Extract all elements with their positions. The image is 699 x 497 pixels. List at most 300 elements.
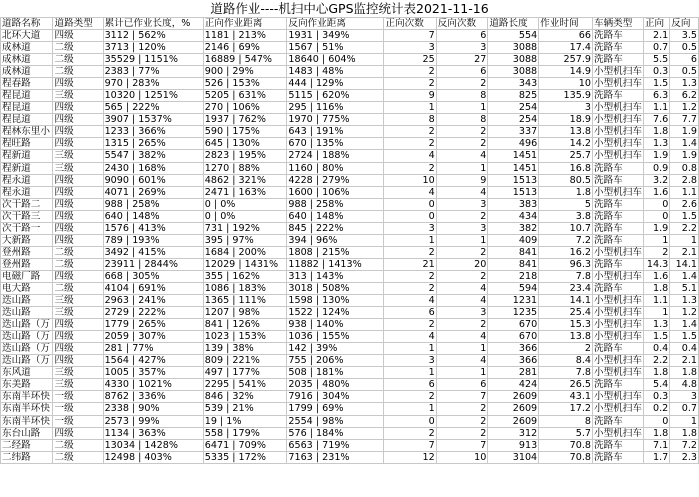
reverse-distance-cell: 142 | 39%: [287, 343, 384, 355]
work-time-cell: 17.2: [539, 403, 593, 415]
report-title: 道路作业----机扫中心GPS监控统计表2021-11-16: [210, 1, 489, 16]
forward-distance-cell: 900 | 29%: [203, 66, 287, 78]
road-type-cell: 二级: [53, 66, 103, 78]
work-time-cell: 66: [539, 30, 593, 42]
vehicle-type-cell: 小型机扫车: [594, 138, 642, 150]
road-name-cell: 迭山路: [1, 307, 53, 319]
cumulative-length-cell: 13034 | 1428%: [103, 439, 203, 451]
forward-ratio-cell: 0.7: [643, 42, 669, 54]
vehicle-type-cell: 小型机扫车: [594, 150, 642, 162]
reverse-ratio-cell: 5.1: [670, 282, 699, 294]
reverse-ratio-cell: 1.4: [670, 270, 699, 282]
road-length-cell: 343: [488, 78, 539, 90]
cumulative-length-cell: 3492 | 415%: [103, 246, 203, 258]
reverse-ratio-cell: 0.5: [670, 42, 699, 54]
road-length-cell: 312: [488, 427, 539, 439]
reverse-distance-cell: 1808 | 215%: [287, 246, 384, 258]
forward-distance-cell: 539 | 21%: [203, 403, 287, 415]
road-length-cell: 2609: [488, 403, 539, 415]
reverse-count-cell: 3: [436, 307, 488, 319]
road-type-cell: 三级: [53, 150, 103, 162]
reverse-ratio-cell: 2.6: [670, 198, 699, 210]
reverse-count-cell: 4: [436, 150, 488, 162]
road-length-cell: 3104: [488, 451, 539, 463]
reverse-ratio-cell: 1.5: [670, 331, 699, 343]
header-row: [1, 18, 699, 30]
road-length-cell: 218: [488, 270, 539, 282]
reverse-count-cell: 20: [436, 258, 488, 270]
forward-distance-cell: 2146 | 69%: [203, 42, 287, 54]
reverse-distance-cell: 640 | 148%: [287, 210, 384, 222]
forward-ratio-cell: 0.3: [643, 391, 669, 403]
cumulative-length-cell: 9090 | 601%: [103, 174, 203, 186]
forward-ratio-cell: 5.5: [643, 54, 669, 66]
reverse-ratio-cell: 1.9: [670, 150, 699, 162]
table-row: [1, 391, 699, 403]
cumulative-length-cell: 1315 | 265%: [103, 138, 203, 150]
work-time-cell: 10: [539, 78, 593, 90]
road-name-cell: 程永道: [1, 174, 53, 186]
reverse-count-cell: 4: [436, 295, 488, 307]
road-name-cell: 程新道: [1, 150, 53, 162]
reverse-distance-cell: 1799 | 69%: [287, 403, 384, 415]
vehicle-type-cell: 洗路车: [593, 415, 644, 427]
vehicle-type-cell: 小型机扫车: [594, 102, 642, 114]
road-name-cell: 电大路: [1, 282, 53, 294]
vehicle-type-cell: 小型机扫车: [594, 126, 642, 138]
forward-count-cell: 2: [384, 391, 436, 403]
reverse-ratio-cell: 1: [670, 234, 699, 246]
forward-count-cell: 4: [384, 331, 436, 343]
work-time-cell: 257.9: [539, 54, 593, 66]
reverse-distance-cell: 2724 | 188%: [287, 150, 384, 162]
reverse-ratio-cell: 1.9: [670, 126, 699, 138]
reverse-distance-cell: 1522 | 124%: [287, 307, 384, 319]
reverse-distance-cell: 444 | 129%: [287, 78, 384, 90]
work-time-cell: 3.8: [539, 210, 593, 222]
road-type-cell: 四级: [53, 222, 103, 234]
reverse-count-cell: 3: [436, 42, 488, 54]
column-header-road-type: 道路类型: [53, 18, 103, 30]
road-type-cell: 二级: [53, 439, 103, 451]
forward-ratio-cell: 0: [643, 210, 669, 222]
table-row: [1, 427, 699, 439]
road-length-cell: 2609: [488, 415, 539, 427]
cumulative-length-cell: 2963 | 241%: [103, 295, 203, 307]
table-row: [1, 30, 699, 42]
forward-ratio-cell: 1.6: [643, 186, 669, 198]
cumulative-length-cell: 3112 | 562%: [103, 30, 203, 42]
reverse-count-cell: 2: [436, 210, 488, 222]
vehicle-type-cell: 小型机扫车: [594, 307, 642, 319]
column-header-work-time: 作业时间: [539, 18, 593, 30]
cumulative-length-cell: 668 | 305%: [103, 270, 203, 282]
vehicle-type-cell: 洗路车: [593, 222, 644, 234]
cumulative-length-cell: 1564 | 427%: [103, 355, 203, 367]
cumulative-length-cell: 970 | 283%: [103, 78, 203, 90]
table-row: [1, 210, 699, 222]
reverse-distance-cell: 1483 | 48%: [287, 66, 384, 78]
reverse-distance-cell: 7916 | 304%: [287, 391, 384, 403]
vehicle-type-cell: 小型机扫车: [594, 246, 642, 258]
road-type-cell: 四级: [53, 319, 103, 331]
vehicle-type-cell: 小型机扫车: [594, 355, 642, 367]
reverse-count-cell: 8: [436, 114, 488, 126]
reverse-count-cell: 2: [436, 403, 488, 415]
forward-distance-cell: 395 | 97%: [203, 234, 287, 246]
reverse-count-cell: 2: [436, 126, 488, 138]
forward-ratio-cell: 1.3: [643, 138, 669, 150]
forward-count-cell: 9: [384, 90, 436, 102]
work-time-cell: 25.7: [539, 150, 593, 162]
reverse-ratio-cell: 0.5: [670, 66, 699, 78]
cumulative-length-cell: 12498 | 403%: [103, 451, 203, 463]
reverse-distance-cell: 1567 | 51%: [287, 42, 384, 54]
reverse-ratio-cell: 2.2: [670, 222, 699, 234]
reverse-count-cell: 1: [436, 367, 488, 379]
table-row: [1, 403, 699, 415]
reverse-count-cell: 2: [436, 246, 488, 258]
road-type-cell: 二级: [53, 451, 103, 463]
reverse-distance-cell: 1600 | 106%: [287, 186, 384, 198]
road-type-cell: 四级: [53, 331, 103, 343]
forward-count-cell: 6: [384, 379, 436, 391]
forward-count-cell: 21: [384, 258, 436, 270]
forward-count-cell: 3: [384, 42, 436, 54]
reverse-ratio-cell: 1.4: [670, 138, 699, 150]
forward-ratio-cell: 1.5: [643, 331, 669, 343]
road-length-cell: 1513: [488, 186, 539, 198]
reverse-count-cell: 4: [436, 282, 488, 294]
vehicle-type-cell: 洗路车: [593, 30, 644, 42]
road-name-cell: 东台山路: [1, 427, 53, 439]
forward-distance-cell: 731 | 192%: [203, 222, 287, 234]
forward-ratio-cell: 7.6: [643, 114, 669, 126]
forward-distance-cell: 2295 | 541%: [203, 379, 287, 391]
forward-ratio-cell: 1: [643, 307, 669, 319]
forward-count-cell: 2: [384, 246, 436, 258]
forward-count-cell: 3: [384, 222, 436, 234]
work-time-cell: 7.8: [539, 367, 593, 379]
vehicle-type-cell: 小型机扫车: [594, 427, 642, 439]
work-time-cell: 14.9: [539, 66, 593, 78]
forward-ratio-cell: 1.7: [643, 451, 669, 463]
road-name-cell: 登州路: [1, 258, 53, 270]
table-row: [1, 186, 699, 198]
reverse-count-cell: 7: [436, 439, 488, 451]
cumulative-length-cell: 3907 | 1537%: [103, 114, 203, 126]
forward-count-cell: 2: [384, 78, 436, 90]
road-type-cell: 一级: [53, 403, 103, 415]
road-name-cell: 次干路一: [1, 222, 53, 234]
reverse-distance-cell: 670 | 135%: [287, 138, 384, 150]
reverse-distance-cell: 11882 | 1413%: [287, 258, 384, 270]
reverse-distance-cell: 1036 | 155%: [287, 331, 384, 343]
reverse-count-cell: 2: [436, 270, 488, 282]
forward-count-cell: 25: [384, 54, 436, 66]
road-name-cell: 次干路二: [1, 198, 53, 210]
table-row: [1, 331, 699, 343]
forward-ratio-cell: 7.1: [643, 439, 669, 451]
table-row: [1, 379, 699, 391]
table-row: [1, 42, 699, 54]
forward-ratio-cell: 1.8: [643, 427, 669, 439]
reverse-count-cell: 4: [436, 331, 488, 343]
road-name-cell: 迭山路: [1, 295, 53, 307]
reverse-count-cell: 2: [436, 427, 488, 439]
forward-distance-cell: 270 | 106%: [203, 102, 287, 114]
road-length-cell: 366: [488, 343, 539, 355]
forward-distance-cell: 5205 | 631%: [203, 90, 287, 102]
table-row: [1, 222, 699, 234]
forward-count-cell: 7: [384, 439, 436, 451]
table-row: [1, 54, 699, 66]
reverse-ratio-cell: 3: [670, 391, 699, 403]
reverse-count-cell: 6: [436, 30, 488, 42]
road-length-cell: 337: [488, 126, 539, 138]
table-row: [1, 258, 699, 270]
cumulative-length-cell: 10320 | 1251%: [103, 90, 203, 102]
road-length-cell: 594: [488, 282, 539, 294]
work-time-cell: 15.3: [539, 319, 593, 331]
road-length-cell: 1451: [488, 162, 539, 174]
vehicle-type-cell: 洗路车: [593, 282, 644, 294]
forward-ratio-cell: 2: [643, 246, 669, 258]
forward-ratio-cell: 1.5: [643, 78, 669, 90]
road-type-cell: 四级: [53, 78, 103, 90]
reverse-distance-cell: 1931 | 349%: [287, 30, 384, 42]
forward-ratio-cell: 1: [643, 234, 669, 246]
forward-ratio-cell: 14.3: [643, 258, 669, 270]
forward-ratio-cell: 1.9: [643, 222, 669, 234]
road-name-cell: 东美路: [1, 379, 53, 391]
road-type-cell: 四级: [53, 186, 103, 198]
reverse-ratio-cell: 1.5: [670, 210, 699, 222]
road-length-cell: 3088: [488, 42, 539, 54]
work-time-cell: 80.5: [539, 174, 593, 186]
reverse-ratio-cell: 1.4: [670, 319, 699, 331]
forward-count-cell: 1: [384, 367, 436, 379]
work-time-cell: 7.8: [539, 270, 593, 282]
road-name-cell: 北环大道: [1, 30, 53, 42]
forward-ratio-cell: 1.8: [643, 282, 669, 294]
forward-ratio-cell: 0.4: [643, 343, 669, 355]
forward-distance-cell: 6471 | 709%: [203, 439, 287, 451]
road-length-cell: 1451: [488, 150, 539, 162]
forward-count-cell: 1: [384, 102, 436, 114]
road-length-cell: 1231: [488, 295, 539, 307]
table-row: [1, 78, 699, 90]
work-time-cell: 13.8: [539, 126, 593, 138]
reverse-count-cell: 3: [436, 222, 488, 234]
road-name-cell: 迭山路（万: [1, 331, 53, 343]
reverse-ratio-cell: 1.8: [670, 427, 699, 439]
reverse-distance-cell: 938 | 140%: [287, 319, 384, 331]
road-length-cell: 825: [488, 90, 539, 102]
forward-distance-cell: 355 | 162%: [203, 270, 287, 282]
vehicle-type-cell: 洗路车: [593, 234, 644, 246]
road-name-cell: 迭山路（万: [1, 343, 53, 355]
reverse-count-cell: 4: [436, 355, 488, 367]
reverse-distance-cell: 643 | 191%: [287, 126, 384, 138]
vehicle-type-cell: 小型机扫车: [594, 295, 642, 307]
road-type-cell: 四级: [53, 343, 103, 355]
vehicle-type-cell: 小型机扫车: [594, 391, 642, 403]
reverse-distance-cell: 3018 | 508%: [287, 282, 384, 294]
road-length-cell: 841: [488, 246, 539, 258]
work-time-cell: 8: [539, 415, 593, 427]
reverse-ratio-cell: 7.7: [670, 114, 699, 126]
work-time-cell: 43.1: [539, 391, 593, 403]
vehicle-type-cell: 洗路车: [593, 54, 644, 66]
cumulative-length-cell: 35529 | 1151%: [103, 54, 203, 66]
forward-count-cell: 1: [384, 234, 436, 246]
table-row: [1, 282, 699, 294]
table-row: [1, 439, 699, 451]
forward-ratio-cell: 1.3: [643, 319, 669, 331]
forward-distance-cell: 19 | 1%: [203, 415, 287, 427]
vehicle-type-cell: 洗路车: [593, 439, 644, 451]
work-time-cell: 16.8: [539, 162, 593, 174]
forward-distance-cell: 16889 | 547%: [203, 54, 287, 66]
work-time-cell: 18.9: [539, 114, 593, 126]
road-length-cell: 254: [488, 114, 539, 126]
road-name-cell: 次干路三: [1, 210, 53, 222]
reverse-ratio-cell: 1.1: [670, 186, 699, 198]
reverse-count-cell: 3: [436, 198, 488, 210]
forward-count-cell: 12: [384, 451, 436, 463]
column-header-vehicle-type: 车辆类型: [593, 18, 644, 30]
reverse-ratio-cell: 2.1: [670, 246, 699, 258]
forward-distance-cell: 846 | 32%: [203, 391, 287, 403]
work-time-cell: 70.8: [539, 451, 593, 463]
table-row: [1, 319, 699, 331]
reverse-distance-cell: 845 | 222%: [287, 222, 384, 234]
table-row: [1, 295, 699, 307]
forward-ratio-cell: 5.4: [643, 379, 669, 391]
road-name-cell: 程永道: [1, 186, 53, 198]
column-header-forward-ratio: 正向: [643, 18, 669, 30]
reverse-count-cell: 27: [436, 54, 488, 66]
vehicle-type-cell: 洗路车: [593, 198, 644, 210]
stats-table: [0, 17, 699, 464]
work-time-cell: 16.2: [539, 246, 593, 258]
column-header-reverse-distance: 反向作业距离: [287, 18, 384, 30]
vehicle-type-cell: 洗路车: [593, 451, 644, 463]
cumulative-length-cell: 789 | 193%: [103, 234, 203, 246]
column-header-forward-distance: 正向作业距离: [203, 18, 287, 30]
forward-distance-cell: 1207 | 98%: [203, 307, 287, 319]
reverse-distance-cell: 6563 | 719%: [287, 439, 384, 451]
cumulative-length-cell: 3713 | 120%: [103, 42, 203, 54]
table-row: [1, 415, 699, 427]
road-length-cell: 670: [488, 331, 539, 343]
forward-ratio-cell: 1.1: [643, 102, 669, 114]
table-row: [1, 355, 699, 367]
forward-count-cell: 2: [384, 427, 436, 439]
table-row: [1, 174, 699, 186]
forward-count-cell: 2: [384, 162, 436, 174]
reverse-count-cell: 6: [436, 66, 488, 78]
cumulative-length-cell: 4330 | 1021%: [103, 379, 203, 391]
forward-count-cell: 2: [384, 319, 436, 331]
road-length-cell: 383: [488, 198, 539, 210]
road-type-cell: 二级: [53, 54, 103, 66]
cumulative-length-cell: 4071 | 269%: [103, 186, 203, 198]
column-header-forward-count: 正向次数: [384, 18, 436, 30]
reverse-count-cell: 1: [436, 343, 488, 355]
forward-distance-cell: 645 | 130%: [203, 138, 287, 150]
reverse-ratio-cell: 3.5: [670, 30, 699, 42]
road-type-cell: 四级: [53, 234, 103, 246]
reverse-ratio-cell: 2.1: [670, 355, 699, 367]
work-time-cell: 96.3: [539, 258, 593, 270]
reverse-ratio-cell: 1.8: [670, 367, 699, 379]
work-time-cell: 26.5: [539, 379, 593, 391]
work-time-cell: 17.4: [539, 42, 593, 54]
forward-distance-cell: 590 | 175%: [203, 126, 287, 138]
road-type-cell: 四级: [53, 30, 103, 42]
forward-ratio-cell: 1.1: [643, 295, 669, 307]
vehicle-type-cell: 小型机扫车: [594, 367, 642, 379]
cumulative-length-cell: 4104 | 691%: [103, 282, 203, 294]
forward-count-cell: 2: [384, 66, 436, 78]
cumulative-length-cell: 640 | 148%: [103, 210, 203, 222]
reverse-count-cell: 2: [436, 138, 488, 150]
road-name-cell: 成林道: [1, 66, 53, 78]
forward-count-cell: 4: [384, 186, 436, 198]
reverse-ratio-cell: 7.2: [670, 439, 699, 451]
reverse-distance-cell: 576 | 184%: [287, 427, 384, 439]
forward-count-cell: 6: [384, 307, 436, 319]
reverse-distance-cell: 394 | 96%: [287, 234, 384, 246]
road-name-cell: 成林道: [1, 54, 53, 66]
reverse-ratio-cell: 4.8: [670, 379, 699, 391]
road-type-cell: 四级: [53, 270, 103, 282]
road-name-cell: 程昆道: [1, 102, 53, 114]
forward-count-cell: 0: [384, 198, 436, 210]
road-type-cell: 三级: [53, 162, 103, 174]
road-name-cell: 东南半环快: [1, 403, 53, 415]
forward-distance-cell: 841 | 126%: [203, 319, 287, 331]
work-time-cell: 10.7: [539, 222, 593, 234]
forward-ratio-cell: 1.6: [643, 270, 669, 282]
table-row: [1, 126, 699, 138]
reverse-distance-cell: 1970 | 775%: [287, 114, 384, 126]
road-length-cell: 554: [488, 30, 539, 42]
forward-distance-cell: 809 | 221%: [203, 355, 287, 367]
reverse-distance-cell: 18640 | 604%: [287, 54, 384, 66]
cumulative-length-cell: 2573 | 99%: [103, 415, 203, 427]
road-name-cell: 电磁厂路: [1, 270, 53, 282]
reverse-count-cell: 7: [436, 391, 488, 403]
vehicle-type-cell: 洗路车: [593, 174, 644, 186]
cumulative-length-cell: 2430 | 168%: [103, 162, 203, 174]
reverse-distance-cell: 295 | 116%: [287, 102, 384, 114]
forward-distance-cell: 558 | 179%: [203, 427, 287, 439]
vehicle-type-cell: 洗路车: [593, 162, 644, 174]
forward-distance-cell: 1086 | 183%: [203, 282, 287, 294]
road-type-cell: 三级: [53, 307, 103, 319]
forward-count-cell: 10: [384, 174, 436, 186]
table-row: [1, 451, 699, 463]
reverse-count-cell: 4: [436, 186, 488, 198]
road-name-cell: 东南半环快: [1, 415, 53, 427]
cumulative-length-cell: 2059 | 307%: [103, 331, 203, 343]
road-length-cell: 424: [488, 379, 539, 391]
reverse-ratio-cell: 1.2: [670, 307, 699, 319]
forward-distance-cell: 2471 | 163%: [203, 186, 287, 198]
